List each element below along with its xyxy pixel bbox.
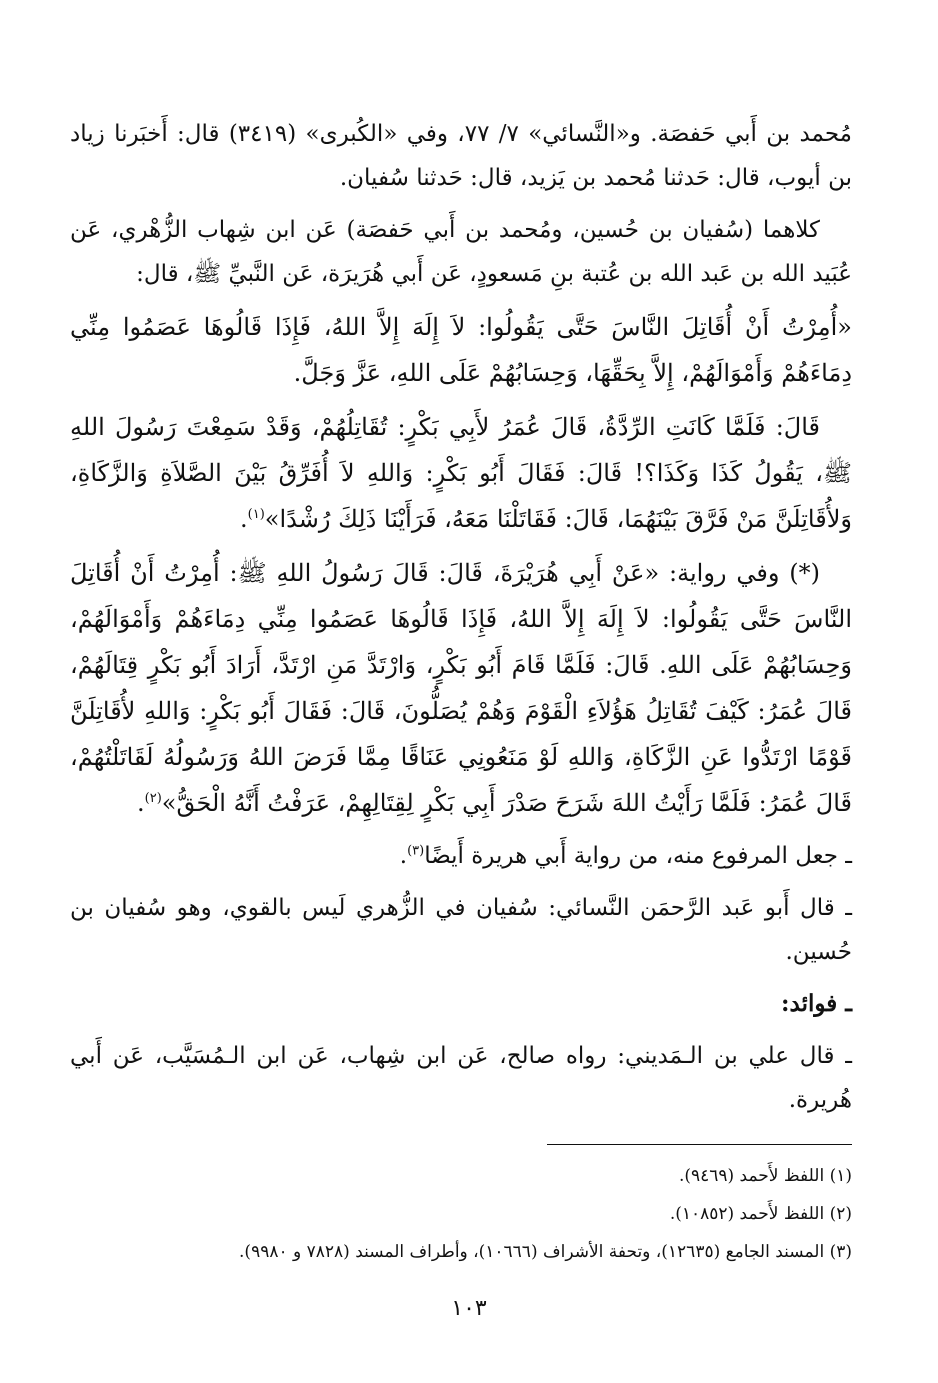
paragraph-hadith-text: «أُمِرْتُ أَنْ أُقَاتِلَ النَّاسَ حَتَّى يَقُولُوا: لاَ إِلَهَ إِلاَّ اللهُ، فَإِذَا قَالُوهَا عَصَمُوا مِنِّي دِمَاءَهُمْ وَأَمْوَالَهُمْ، إِلاَّ بِحَقِّهَا، وَحِسَابُهُمْ عَلَى اللهِ، عَزَّ وَجَلَّ.	[70, 313, 852, 387]
footnotes	[70, 1161, 852, 1267]
paragraph-alternate-narration: (*) وفي رواية: «عَنْ أَبِي هُرَيْرَةَ، قَالَ: قَالَ رَسُولُ اللهِ ﷺ: أُمِرْتُ أَنْ أُقَاتِلَ النَّاسَ حَتَّى يَقُولُوا: لاَ إِلَهَ إِلاَّ اللهُ، فَإِذَا قَالُوهَا عَصَمُوا مِنِّي دِمَاءَهُمْ وَأَمْوَالَهُمْ، وَحِسَابُهُمْ عَلَى اللهِ. قَالَ: فَلَمَّا قَامَ أَبُو بَكْرٍ، وَارْتَدَّ مَنِ ارْتَدَّ، أَرَادَ أَبُو بَكْرٍ قِتَالَهُمْ، قَالَ عُمَرُ: كَيْفَ تُقَاتِلُ هَؤُلاَءِ الْقَوْمَ وَهُمْ يُصَلُّونَ، قَالَ: فَقَالَ أَبُو بَكْرٍ: وَاللهِ لأُقَاتِلَنَّ قَوْمًا ارْتَدُّوا عَنِ الزَّكَاةِ، وَاللهِ لَوْ مَنَعُونِي عَنَاقًا مِمَّا فَرَضَ اللهُ وَرَسُولُهُ لَقَاتَلْتُهُمْ، قَالَ عُمَرُ: فَلَمَّا رَأَيْتُ اللهَ شَرَحَ صَدْرَ أَبِي بَكْرٍ لِقِتَالِهِمْ، عَرَفْتُ أَنَّهُ الْحَقُّ»$^{(٢)}$.	[70, 559, 852, 817]
paragraph-marfu-note: ـ جعل المرفوع منه، من رواية أَبي هريرة أَيضًا$^{(٣)}$.	[399, 843, 852, 869]
page-number: ١٠٣	[451, 1296, 487, 1321]
footnote-2: (٢) اللفظ لأَحمد (١٠٨٥٢).	[669, 1204, 852, 1224]
footnote-ref-1: (١)	[247, 507, 265, 522]
paragraph-nasai-comment: ـ قال أَبو عَبد الرَّحمَن النَّسائي: سُفيان في الزُّهري لَيس بالقوي، وهو سُفيان بن حُسين.	[70, 895, 852, 965]
hadith-continuation-text: قَالَ: فَلَمَّا كَانَتِ الرِّدَّةُ، قَالَ عُمَرُ لأَبِي بَكْرٍ: تُقَاتِلُهُمْ، وَقَدْ سَمِعْتَ رَسُولَ اللهِ ﷺ، يَقُولُ كَذَا وَكَذَا؟! قَالَ: فَقَالَ أَبُو بَكْرٍ: وَاللهِ لاَ أُفَرِّقُ بَيْنَ الصَّلاَةِ وَالزَّكَاةِ، وَلأُقَاتِلَنَّ مَنْ فَرَّقَ بَيْنَهُمَا، قَالَ: فَقَاتَلْنَا مَعَهُ، فَرَأَيْنَا ذَلِكَ رُشْدًا»	[70, 413, 852, 533]
paragraph-hadith-continuation: قَالَ: فَلَمَّا كَانَتِ الرِّدَّةُ، قَالَ عُمَرُ لأَبِي بَكْرٍ: تُقَاتِلُهُمْ، وَقَدْ سَمِعْتَ رَسُولَ اللهِ ﷺ، يَقُولُ كَذَا وَكَذَا؟! قَالَ: فَقَالَ أَبُو بَكْرٍ: وَاللهِ لاَ أُفَرِّقُ بَيْنَ الصَّلاَةِ وَالزَّكَاةِ، وَلأُقَاتِلَنَّ مَنْ فَرَّقَ بَيْنَهُمَا، قَالَ: فَقَاتَلْنَا مَعَهُ، فَرَأَيْنَا ذَلِكَ رُشْدًا»$^{(١)}$.	[70, 413, 852, 533]
marfu-note-text: ـ جعل المرفوع منه، من رواية أَبي هريرة أَيضًا	[424, 843, 852, 869]
footnote-3: (٣) المسند الجامع (١٢٦٣٥)، وتحفة الأشراف (١٠٦٦٦)، وأطراف المسند (٧٨٢٨ و ٩٩٨٠).	[239, 1242, 852, 1262]
paragraph-source-chain: مُحمد بن أَبي حَفصَة. و«النَّسائي» ٧/ ٧٧، وفي «الكُبرى» (٣٤١٩) قال: أَخبَرنا زياد بن أيوب، قال: حَدثنا مُحمد بن يَزيد، قال: حَدثنا سُفيان.	[70, 121, 852, 191]
footnote-ref-2: (٢)	[144, 791, 162, 806]
footnote-1: (١) اللفظ لأَحمد (٩٤٦٩).	[678, 1166, 852, 1186]
paragraph-madini-comment: ـ قال علي بن الـمَديني: رواه صالح، عَن ابن شِهاب، عَن ابن الـمُسَيَّب، عَن أَبي هُريرة.	[70, 1043, 852, 1113]
main-text	[70, 112, 852, 1122]
paragraph-narrators: كلاهما (سُفيان بن حُسين، ومُحمد بن أَبي حَفصَة) عَن ابن شِهاب الزُّهْري، عَن عُبَيد الله بن عَبد الله بن عُتبة بنِ مَسعودٍ، عَن أَبي هُرَيرَة، عَن النَّبيِّ ﷺ، قال:	[70, 217, 852, 287]
footnote-divider	[547, 1144, 852, 1145]
footnote-ref-3: (٣)	[407, 843, 425, 859]
alternate-narration-text: (*) وفي رواية: «عَنْ أَبِي هُرَيْرَةَ، قَالَ: قَالَ رَسُولُ اللهِ ﷺ: أُمِرْتُ أَنْ أُقَاتِلَ النَّاسَ حَتَّى يَقُولُوا: لاَ إِلَهَ إِلاَّ اللهُ، فَإِذَا قَالُوهَا عَصَمُوا مِنِّي دِمَاءَهُمْ وَأَمْوَالَهُمْ، وَحِسَابُهُمْ عَلَى اللهِ. قَالَ: فَلَمَّا قَامَ أَبُو بَكْرٍ، وَارْتَدَّ مَنِ ارْتَدَّ، أَرَادَ أَبُو بَكْرٍ قِتَالَهُمْ، قَالَ عُمَرُ: كَيْفَ تُقَاتِلُ هَؤُلاَءِ الْقَوْمَ وَهُمْ يُصَلُّونَ، قَالَ: فَقَالَ أَبُو بَكْرٍ: وَاللهِ لأُقَاتِلَنَّ قَوْمًا ارْتَدُّوا عَنِ الزَّكَاةِ، وَاللهِ لَوْ مَنَعُونِي عَنَاقًا مِمَّا فَرَضَ اللهُ وَرَسُولُهُ لَقَاتَلْتُهُمْ، قَالَ عُمَرُ: فَلَمَّا رَأَيْتُ اللهَ شَرَحَ صَدْرَ أَبِي بَكْرٍ لِقِتَالِهِمْ، عَرَفْتُ أَنَّهُ الْحَقُّ»	[70, 559, 852, 817]
section-heading-benefits: ـ فوائد:	[781, 990, 852, 1017]
